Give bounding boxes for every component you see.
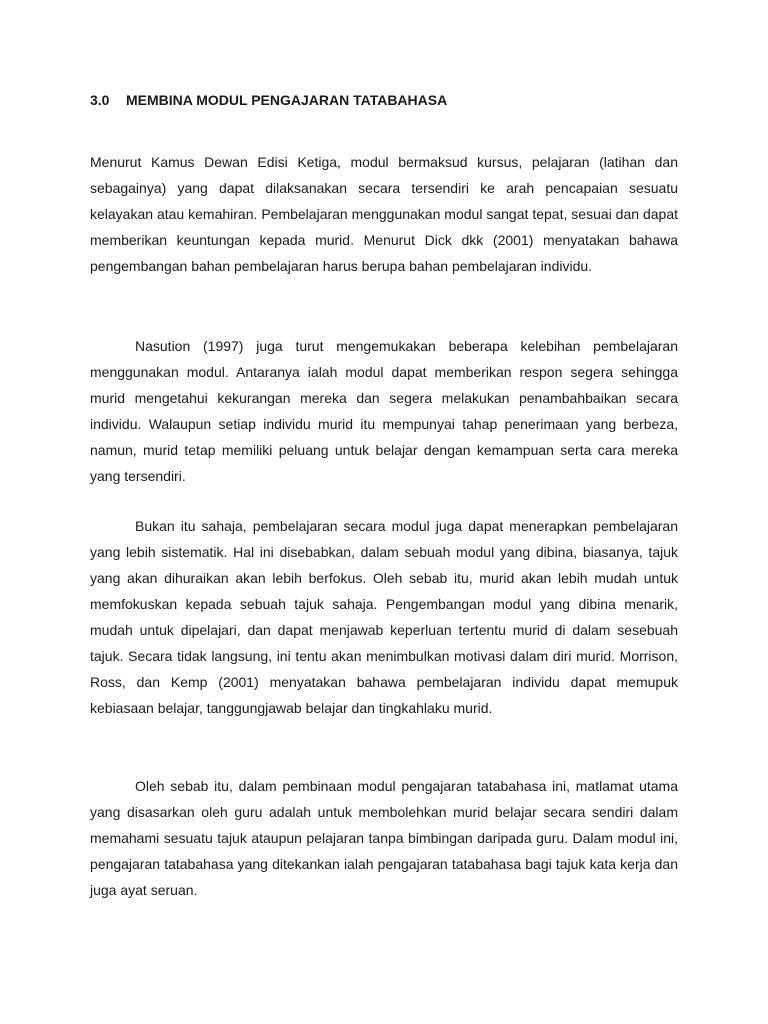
paragraph-4: Oleh sebab itu, dalam pembinaan modul pengajaran tatabahasa ini, matlamat utama yang disasarkan oleh guru adalah untuk membolehkan murid belajar secara sendiri dalam memahami sesuatu tajuk ataupun pelajaran tanpa bimbingan daripada guru. Dalam modul ini, pengajaran tatabahasa yang ditekankan ialah pengajaran tatabahasa bagi tajuk kata kerja dan juga ayat seruan. xyxy=(90,778,678,898)
section-number: 3.0 xyxy=(90,92,110,108)
paragraph-1: Menurut Kamus Dewan Edisi Ketiga, modul bermaksud kursus, pelajaran (latihan dan sebagainya) yang dapat dilaksanakan secara tersendiri ke arah pencapaian sesuatu kelayakan atau kemahiran. Pembelajaran menggunakan modul sangat tepat, sesuai dan dapat memberikan keuntungan kepada murid. Menurut Dick dkk (2001) menyatakan bahawa pengembangan bahan pembelajaran harus berupa bahan pembelajaran individu. xyxy=(90,154,678,274)
paragraph-3: Bukan itu sahaja, pembelajaran secara modul juga dapat menerapkan pembelajaran yang lebih sistematik. Hal ini disebabkan, dalam sebuah modul yang dibina, biasanya, tajuk yang akan dihuraikan akan lebih berfokus. Oleh sebab itu, murid akan lebih mudah untuk memfokuskan kepada sebuah tajuk sahaja. Pengembangan modul yang dibina menarik, mudah untuk dipelajari, dan dapat menjawab keperluan tertentu murid di dalam sesebuah tajuk. Secara tidak langsung, ini tentu akan menimbulkan motivasi dalam diri murid. Morrison, Ross, dan Kemp (2001) menyatakan bahawa pembelajaran individu dapat memupuk kebiasaan belajar, tanggungjawab belajar dan tingkahlaku murid. xyxy=(90,518,678,716)
paragraph-2: Nasution (1997) juga turut mengemukakan beberapa kelebihan pembelajaran menggunakan modul. Antaranya ialah modul dapat memberikan respon segera sehingga murid mengetahui kekurangan mereka dan segera melakukan penambahbaikan secara individu. Walaupun setiap individu murid itu mempunyai tahap penerimaan yang berbeza, namun, murid tetap memiliki peluang untuk belajar dengan kemampuan serta cara mereka yang tersendiri. xyxy=(90,338,678,484)
section-heading xyxy=(90,90,690,110)
section-title: MEMBINA MODUL PENGAJARAN TATABAHASA xyxy=(126,92,448,108)
